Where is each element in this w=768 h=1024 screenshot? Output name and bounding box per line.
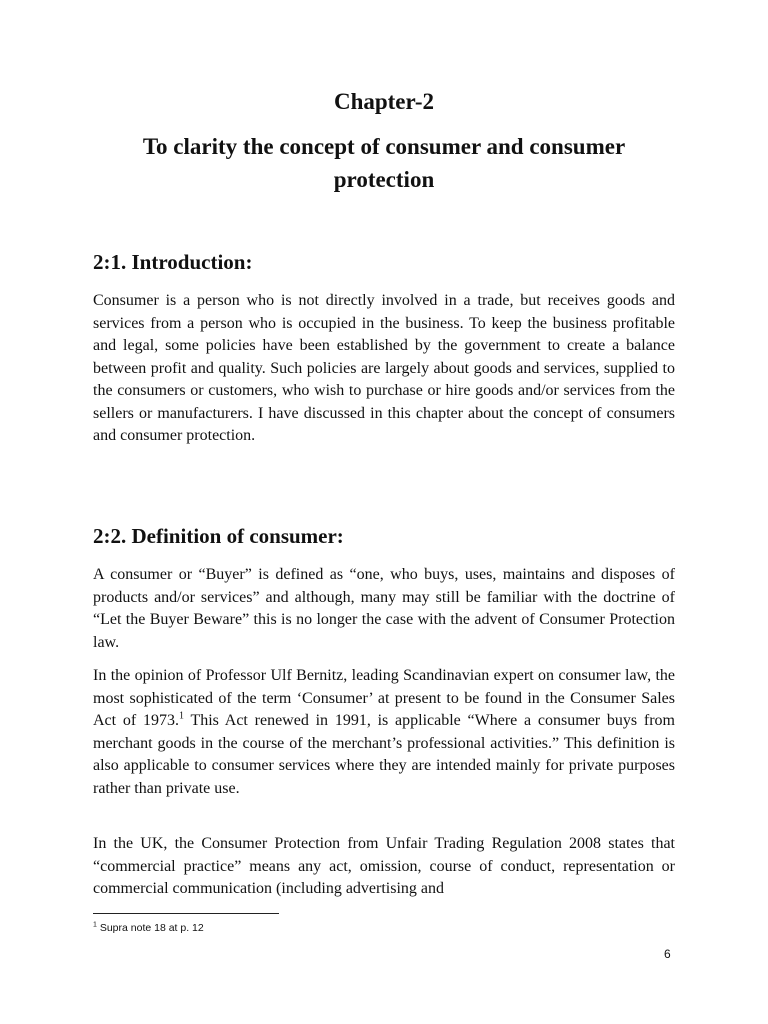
definition-paragraph: A consumer or “Buyer” is defined as “one, who buys, uses, maintains and disposes of products and/or services” and although, many may still be familiar with the doctrine of “Let the Buyer Beware” this is no longer the case with the advent of Consumer Protection law. bbox=[93, 566, 675, 651]
section-heading-definition: 2:2. Definition of consumer: bbox=[93, 524, 344, 548]
footnote-divider bbox=[93, 913, 279, 914]
footnote-marker: 1 bbox=[93, 921, 97, 929]
footnote-reference: 1 bbox=[178, 710, 184, 722]
bernitz-text-part2: This Act renewed in 1991, is applicable “Where a consumer buys from merchant goods in the course of the merchant’s professional activities.” This definition is also applicable to consumer services where they are intended mainly for private purposes rather than private use. bbox=[93, 712, 675, 797]
page-number: 6 bbox=[664, 947, 671, 961]
chapter-title: To clarity the concept of consumer and consumer protection bbox=[142, 134, 626, 192]
uk-regulation-paragraph: In the UK, the Consumer Protection from Unfair Trading Regulation 2008 states that “commercial practice” means any act, omission, course of conduct, representation or commercial communication (including advertising and bbox=[93, 835, 675, 897]
chapter-label: Chapter-2 bbox=[333, 89, 435, 114]
section-heading-introduction: 2:1. Introduction: bbox=[93, 250, 253, 274]
footnote bbox=[93, 921, 204, 935]
bernitz-text-part1: In the opinion of Professor Ulf Bernitz, leading Scandinavian expert on consumer law, the most sophisticated of the term ‘Consumer’ at present to be found in the Consumer Sales Act of 1973. bbox=[93, 667, 675, 729]
footnote-text: Supra note 18 at p. 12 bbox=[96, 922, 204, 934]
bernitz-paragraph bbox=[93, 665, 675, 800]
introduction-paragraph: Consumer is a person who is not directly involved in a trade, but receives goods and services from a person who is occupied in the business. To keep the business profitable and legal, some policies have been established by the government to create a balance between profit and quality. Such policies are largely about goods and services, supplied to the consumers or customers, who wish to purchase or hire goods and/or services from the sellers or manufacturers. I have discussed in this chapter about the concept of consumers and consumer protection. bbox=[93, 292, 675, 444]
